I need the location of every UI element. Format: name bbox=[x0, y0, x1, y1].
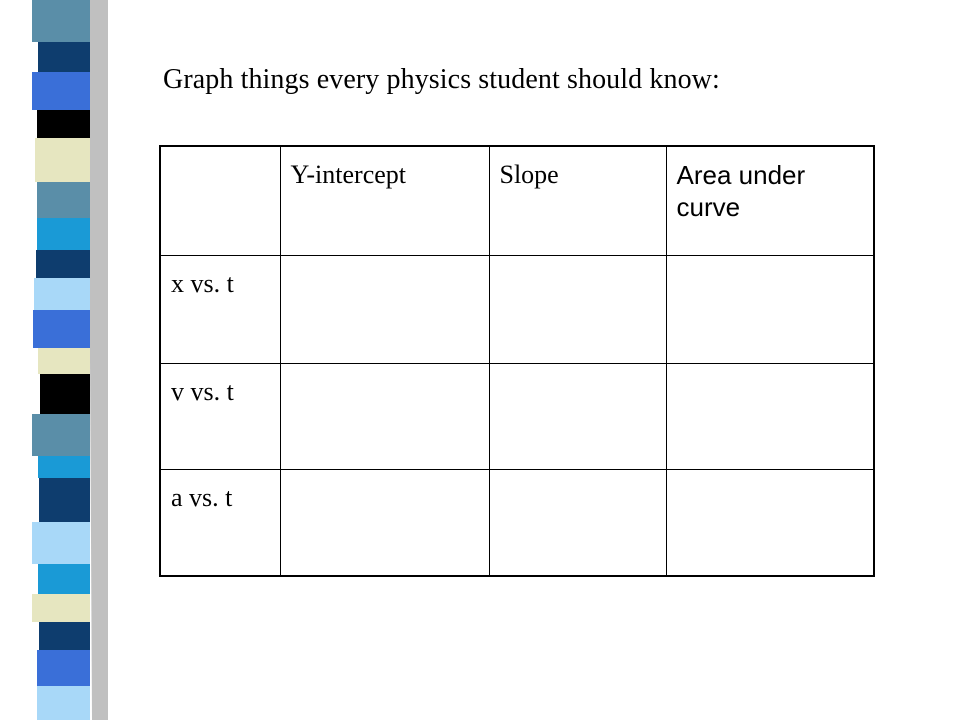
stripe-band bbox=[37, 686, 90, 720]
table-row bbox=[160, 255, 874, 363]
stripe-band bbox=[32, 414, 90, 456]
row-label-a-vs-t: a vs. t bbox=[160, 469, 280, 576]
stripe-band bbox=[40, 374, 90, 414]
table-cell bbox=[666, 255, 874, 363]
table-header-row bbox=[160, 146, 874, 255]
table-cell bbox=[666, 469, 874, 576]
stripe-band bbox=[32, 522, 90, 564]
stripe-band bbox=[32, 594, 90, 622]
stripe-band bbox=[36, 250, 90, 278]
row-label-x-vs-t: x vs. t bbox=[160, 255, 280, 363]
table-cell bbox=[280, 469, 489, 576]
stripe-band bbox=[38, 456, 90, 478]
graph-properties-table bbox=[159, 145, 875, 577]
stripe-band bbox=[37, 182, 90, 218]
stripe-band bbox=[37, 110, 90, 138]
table-cell bbox=[666, 363, 874, 469]
stripe-band bbox=[32, 72, 90, 110]
stripe-band bbox=[32, 18, 90, 42]
table-cell bbox=[280, 255, 489, 363]
stripe-pattern bbox=[0, 0, 108, 720]
stripe-band bbox=[37, 650, 90, 686]
stripe-band bbox=[38, 348, 90, 374]
table-header-area-under-curve: Area under curve bbox=[666, 146, 874, 255]
stripe-band bbox=[34, 278, 90, 310]
stripe-band bbox=[35, 138, 90, 182]
stripe-band bbox=[38, 42, 90, 72]
table-cell bbox=[280, 363, 489, 469]
table-cell bbox=[489, 255, 666, 363]
stripe-band bbox=[37, 218, 90, 250]
table-row bbox=[160, 363, 874, 469]
stripe-band bbox=[38, 564, 90, 594]
stripe-band bbox=[39, 622, 90, 650]
slide-title: Graph things every physics student should know: bbox=[163, 64, 720, 95]
stripe-band bbox=[39, 478, 90, 522]
decorative-stripe-bar bbox=[0, 0, 108, 720]
table-cell bbox=[489, 469, 666, 576]
stripe-band bbox=[32, 0, 90, 18]
table-cell bbox=[489, 363, 666, 469]
table-header-slope: Slope bbox=[489, 146, 666, 255]
table-row bbox=[160, 469, 874, 576]
row-label-v-vs-t: v vs. t bbox=[160, 363, 280, 469]
stripe-band bbox=[33, 310, 90, 348]
table-header-y-intercept: Y-intercept bbox=[280, 146, 489, 255]
table-cell-header-corner bbox=[160, 146, 280, 255]
